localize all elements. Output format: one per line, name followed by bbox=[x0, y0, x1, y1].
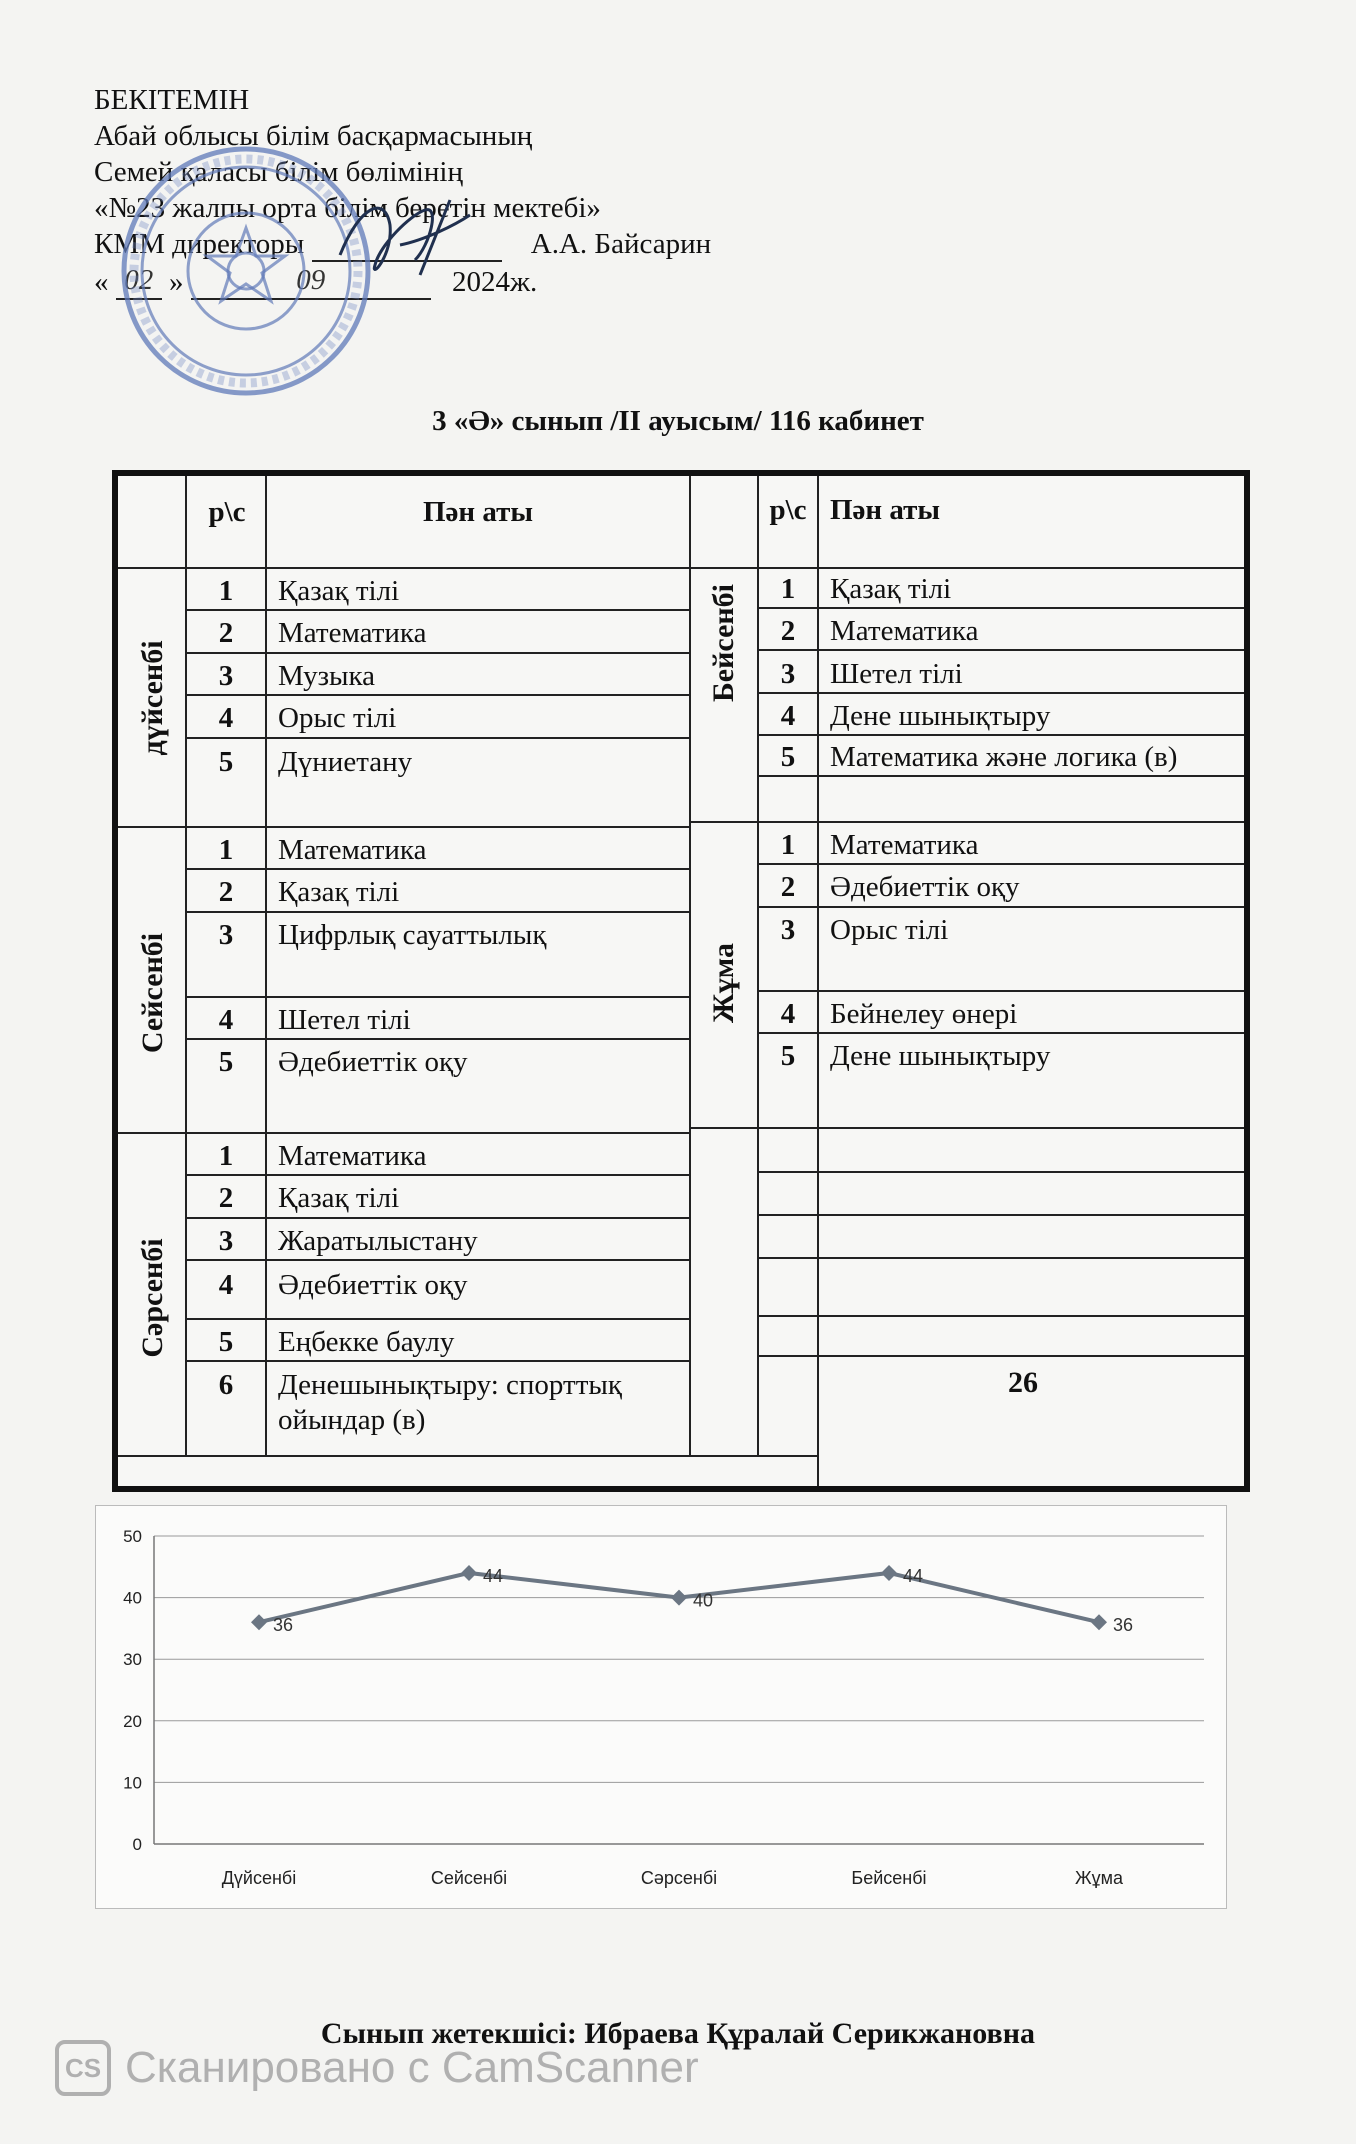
lesson-num: 3 bbox=[218, 660, 234, 692]
day-label-friday: Жұма bbox=[707, 943, 740, 1023]
lesson-num: 4 bbox=[780, 700, 796, 732]
lesson-num: 3 bbox=[780, 658, 796, 690]
signature-icon bbox=[330, 185, 480, 295]
lesson-num: 5 bbox=[218, 1046, 234, 1078]
date-open-quote: « bbox=[94, 266, 109, 298]
class-teacher: Сынып жетекшісі: Ибраева Құралай Серикжановна bbox=[320, 2017, 1036, 2050]
x-tick-label: Дүйсенбі bbox=[221, 1868, 297, 1888]
x-tick-label: Сейсенбі bbox=[430, 1868, 508, 1888]
lesson-subject: Математика bbox=[830, 615, 979, 647]
y-tick-label: 10 bbox=[123, 1773, 142, 1793]
approval-line-1: Абай облысы білім басқармасының bbox=[94, 120, 533, 152]
data-label: 44 bbox=[903, 1565, 924, 1586]
lesson-subject: Еңбекке баулу bbox=[278, 1326, 455, 1358]
lesson-subject: Математика bbox=[278, 617, 427, 649]
lesson-subject: Қазақ тілі bbox=[278, 575, 400, 607]
data-point-marker bbox=[251, 1614, 267, 1630]
header-num-left: р\с bbox=[208, 496, 246, 528]
data-label: 36 bbox=[273, 1615, 294, 1636]
data-point-marker bbox=[881, 1565, 897, 1581]
header-num-right: р\с bbox=[769, 494, 807, 526]
lesson-subject: Қазақ тілі bbox=[278, 876, 400, 908]
lesson-num: 2 bbox=[218, 876, 234, 908]
y-tick-label: 40 bbox=[123, 1588, 142, 1608]
lesson-num: 2 bbox=[218, 1182, 234, 1214]
y-tick-label: 30 bbox=[123, 1650, 142, 1670]
lesson-num: 2 bbox=[780, 871, 796, 903]
camscanner-text: Сканировано с CamScanner bbox=[125, 2043, 699, 2092]
lesson-subject: Орыс тілі bbox=[278, 702, 397, 734]
lesson-subject: Дене шынықтыру bbox=[830, 700, 1051, 732]
day-label-monday: дүйсенбі bbox=[136, 640, 169, 756]
data-point-marker bbox=[1091, 1614, 1107, 1630]
lesson-num: 3 bbox=[218, 1225, 234, 1257]
data-label: 40 bbox=[693, 1590, 714, 1611]
y-tick-label: 50 bbox=[123, 1527, 142, 1546]
schedule-table bbox=[112, 470, 1250, 1492]
lesson-subject: Математика bbox=[278, 1140, 427, 1172]
lesson-subject: Шетел тілі bbox=[278, 1004, 411, 1036]
lesson-subject: Әдебиеттік оқу bbox=[278, 1269, 468, 1301]
date-year: 2024ж. bbox=[452, 266, 538, 298]
lesson-subject: Қазақ тілі bbox=[278, 1182, 400, 1214]
lesson-subject: Әдебиеттік оқу bbox=[830, 871, 1020, 903]
lesson-num: 3 bbox=[218, 919, 234, 951]
lesson-subject: Математика bbox=[278, 834, 427, 866]
lesson-subject: Шетел тілі bbox=[830, 658, 963, 690]
lesson-subject: Дүниетану bbox=[278, 746, 413, 778]
approval-line-2: Семей қаласы білім бөлімінің bbox=[94, 156, 463, 188]
director-name: А.А. Байсарин bbox=[530, 228, 712, 260]
lesson-subject-cont: ойындар (в) bbox=[278, 1404, 426, 1436]
lesson-subject: Орыс тілі bbox=[830, 914, 949, 946]
total-lessons: 26 bbox=[1008, 1366, 1038, 1399]
lesson-subject: Жаратылыстану bbox=[278, 1225, 478, 1257]
y-tick-label: 20 bbox=[123, 1711, 142, 1731]
lesson-subject: Математика және логика (в) bbox=[830, 741, 1178, 773]
lesson-num: 4 bbox=[780, 998, 796, 1030]
lesson-subject: Денешынықтыру: спорттық bbox=[278, 1369, 622, 1401]
day-label-thursday: Бейсенбі bbox=[707, 583, 740, 703]
lesson-num: 5 bbox=[780, 1040, 796, 1072]
approval-director-prefix: КММ директоры bbox=[94, 228, 305, 260]
lesson-num: 5 bbox=[780, 741, 796, 773]
data-label: 44 bbox=[483, 1565, 504, 1586]
class-title: 3 «Ә» сынып /ІІ ауысым/ 116 кабинет bbox=[432, 405, 924, 437]
day-label-wednesday: Сәрсенбі bbox=[136, 1238, 169, 1358]
lesson-num: 2 bbox=[780, 615, 796, 647]
lesson-subject: Музыка bbox=[278, 660, 376, 692]
lesson-num: 6 bbox=[218, 1369, 234, 1401]
date-day: 02 bbox=[116, 262, 162, 300]
day-label-tuesday: Сейсенбі bbox=[136, 932, 169, 1054]
lesson-num: 5 bbox=[218, 1326, 234, 1358]
lessons-line-chart bbox=[95, 1505, 1227, 1909]
lesson-subject: Қазақ тілі bbox=[830, 573, 952, 605]
lesson-num: 1 bbox=[218, 834, 234, 866]
x-tick-label: Жұма bbox=[1074, 1868, 1124, 1888]
date-month: 09 bbox=[191, 262, 431, 300]
lesson-subject: Математика bbox=[830, 829, 979, 861]
camscanner-logo-icon: CS bbox=[55, 2040, 111, 2096]
data-label: 36 bbox=[1113, 1615, 1134, 1636]
lesson-num: 1 bbox=[218, 575, 234, 607]
x-tick-label: Бейсенбі bbox=[851, 1868, 927, 1888]
x-tick-label: Сәрсенбі bbox=[640, 1868, 718, 1888]
lesson-subject: Бейнелеу өнері bbox=[830, 998, 1018, 1030]
data-point-marker bbox=[461, 1565, 477, 1581]
lesson-num: 5 bbox=[218, 746, 234, 778]
lesson-num: 4 bbox=[218, 1004, 234, 1036]
header-subject-left: Пән аты bbox=[422, 496, 534, 528]
data-point-marker bbox=[671, 1590, 687, 1606]
date-close-quote: » bbox=[169, 266, 184, 298]
lesson-subject: Цифрлық сауаттылық bbox=[278, 919, 547, 951]
header-subject-right: Пән аты bbox=[830, 494, 941, 526]
lesson-num: 2 bbox=[218, 617, 234, 649]
lesson-subject: Әдебиеттік оқу bbox=[278, 1046, 468, 1078]
lesson-num: 1 bbox=[780, 573, 796, 605]
chart-canvas bbox=[96, 1506, 1226, 1908]
lesson-subject: Дене шынықтыру bbox=[830, 1040, 1051, 1072]
lesson-num: 1 bbox=[780, 829, 796, 861]
y-tick-label: 0 bbox=[132, 1835, 142, 1854]
lesson-num: 3 bbox=[780, 914, 796, 946]
lesson-num: 4 bbox=[218, 1269, 234, 1301]
approval-heading: БЕКІТЕМІН bbox=[94, 84, 250, 116]
lesson-num: 4 bbox=[218, 702, 234, 734]
camscanner-watermark bbox=[55, 2038, 699, 2098]
lesson-num: 1 bbox=[218, 1140, 234, 1172]
approval-line-3: «№23 жалпы орта білім беретін мектебі» bbox=[94, 192, 601, 224]
